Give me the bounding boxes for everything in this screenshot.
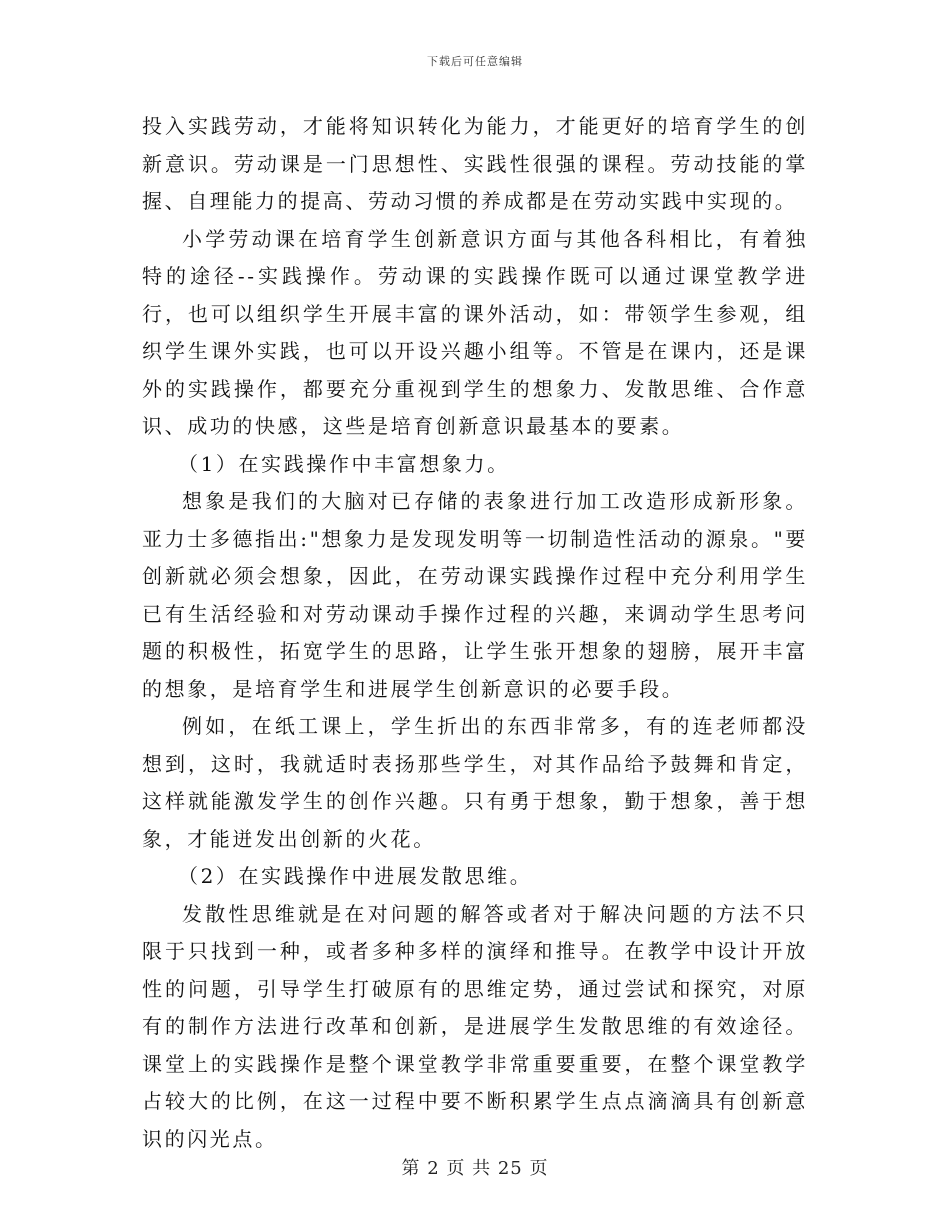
paragraph-2: 小学劳动课在培育学生创新意识方面与其他各科相比，有着独特的途径--实践操作。劳动课的实践操作既可以通过课堂教学进行，也可以组织学生开展丰富的课外活动，如：带领学生参观，组织学生课外实践，也可以开设兴趣小组等。不管是在课内，还是课外的实践操作，都要充分重视到学生的想象力、发散思维、合作意识、成功的快感，这些是培育创新意识最基本的要素。 (142, 226, 808, 438)
page-footer: 第 2 页 共 25 页 (401, 1158, 549, 1179)
document-body (142, 108, 808, 1158)
section-heading-2: （2）在实践操作中进展发散思维。 (178, 864, 533, 888)
page-header: 下载后可任意编辑 (427, 55, 523, 68)
paragraph-4: 例如，在纸工课上，学生折出的东西非常多，有的连老师都没想到，这时，我就适时表扬那些学生，对其作品给予鼓舞和肯定，这样就能激发学生的创作兴趣。只有勇于想象，勤于想象，善于想象，才能迸发出创新的火花。 (142, 714, 808, 851)
paragraph-3: 想象是我们的大脑对已存储的表象进行加工改造形成新形象。亚力士多德指出:"想象力是发现发明等一切制造性活动的源泉。"要创新就必须会想象，因此，在劳动课实践操作过程中充分利用学生已有生活经验和对劳动课动手操作过程的兴趣，来调动学生思考问题的积极性，拓宽学生的思路，让学生张开想象的翅膀，展开丰富的想象，是培育学生和进展学生创新意识的必要手段。 (142, 489, 808, 701)
paragraph-1: 投入实践劳动，才能将知识转化为能力，才能更好的培育学生的创新意识。劳动课是一门思想性、实践性很强的课程。劳动技能的掌握、自理能力的提高、劳动习惯的养成都是在劳动实践中实现的。 (142, 114, 808, 213)
paragraph-5: 发散性思维就是在对问题的解答或者对于解决问题的方法不只限于只找到一种，或者多种多样的演绎和推导。在教学中设计开放性的问题，引导学生打破原有的思维定势，通过尝试和探究，对原有的制作方法进行改革和创新，是进展学生发散思维的有效途径。课堂上的实践操作是整个课堂教学非常重要重要，在整个课堂教学占较大的比例，在这一过程中要不断积累学生点点滴滴具有创新意识的闪光点。 (142, 901, 808, 1151)
section-heading-1: （1）在实践操作中丰富想象力。 (178, 451, 510, 476)
